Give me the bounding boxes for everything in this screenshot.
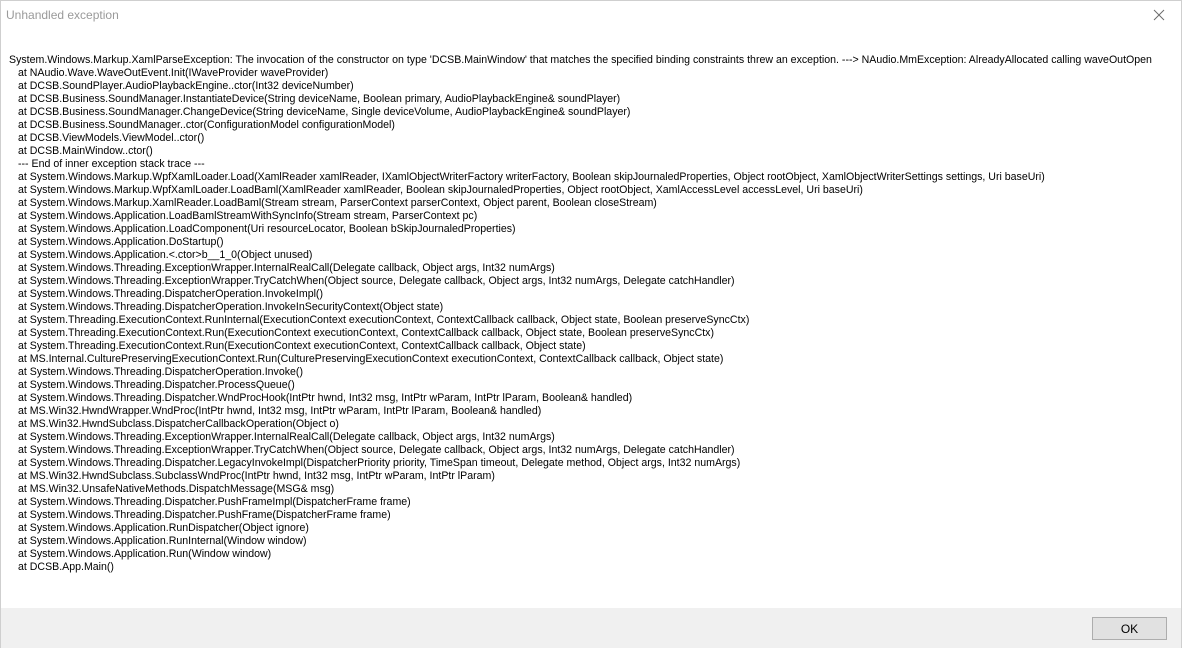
outer-stack-trace xyxy=(9,171,1169,574)
stack-frame-line: at DCSB.Business.SoundManager..ctor(ConfigurationModel configurationModel) xyxy=(18,119,395,131)
stack-frame-line: at MS.Win32.HwndSubclass.DispatcherCallbackOperation(Object o) xyxy=(18,418,339,430)
stack-frame-line: at DCSB.Business.SoundManager.ChangeDevice(String deviceName, Single deviceVolume, AudioPlaybackEngine& soundPlayer) xyxy=(18,106,631,118)
close-button[interactable] xyxy=(1137,1,1181,29)
stack-frame-line: at System.Windows.Application.Run(Window window) xyxy=(18,548,272,560)
exception-text-area xyxy=(9,54,1169,594)
inner-stack-trace xyxy=(9,67,1169,158)
stack-frame-line: at System.Windows.Threading.Dispatcher.PushFrameImpl(DispatcherFrame frame) xyxy=(18,496,411,508)
close-icon xyxy=(1153,9,1165,21)
window-title: Unhandled exception xyxy=(6,8,119,22)
stack-frame-line: at System.Threading.ExecutionContext.RunInternal(ExecutionContext executionContext, ContextCallback callback, Object state, Boolean preserveSyncCtx) xyxy=(18,314,750,326)
stack-frame-line: at DCSB.App.Main() xyxy=(18,561,114,573)
exception-message: System.Windows.Markup.XamlParseException: The invocation of the constructor on type 'DCSB.MainWindow' that matches the specified binding constraints threw an exception. ---> NAudio.MmException: AlreadyAllocated calling waveOutOpen xyxy=(9,54,1152,66)
stack-frame-line: at MS.Win32.UnsafeNativeMethods.DispatchMessage(MSG& msg) xyxy=(18,483,335,495)
stack-frame-line: at System.Windows.Application.LoadComponent(Uri resourceLocator, Boolean bSkipJournaledProperties) xyxy=(18,223,516,235)
ok-button[interactable]: OK xyxy=(1092,617,1167,640)
stack-frame-line: at MS.Internal.CulturePreservingExecutionContext.Run(CulturePreservingExecutionContext executionContext, ContextCallback callback, Object state) xyxy=(18,353,724,365)
dialog-footer xyxy=(1,608,1181,648)
stack-frame-line: at System.Windows.Application.RunInternal(Window window) xyxy=(18,535,307,547)
stack-frame-line: at System.Windows.Application.<.ctor>b__1_0(Object unused) xyxy=(18,249,313,261)
stack-frame-line: at System.Windows.Threading.DispatcherOperation.InvokeInSecurityContext(Object state) xyxy=(18,301,444,313)
stack-frame-line: at System.Threading.ExecutionContext.Run(ExecutionContext executionContext, ContextCallback callback, Object state, Boolean preserveSyncCtx) xyxy=(18,327,715,339)
stack-frame-line: at System.Windows.Threading.ExceptionWrapper.TryCatchWhen(Object source, Delegate callback, Object args, Int32 numArgs, Delegate catchHandler) xyxy=(18,444,735,456)
stack-frame-line: at System.Windows.Threading.ExceptionWrapper.InternalRealCall(Delegate callback, Object args, Int32 numArgs) xyxy=(18,262,555,274)
stack-frame-line: at System.Windows.Threading.ExceptionWrapper.TryCatchWhen(Object source, Delegate callback, Object args, Int32 numArgs, Delegate catchHandler) xyxy=(18,275,735,287)
stack-frame-line: at System.Windows.Threading.Dispatcher.PushFrame(DispatcherFrame frame) xyxy=(18,509,391,521)
stack-frame-line: at DCSB.SoundPlayer.AudioPlaybackEngine..ctor(Int32 deviceNumber) xyxy=(18,80,354,92)
stack-frame-line: at System.Windows.Threading.Dispatcher.WndProcHook(IntPtr hwnd, Int32 msg, IntPtr wParam, IntPtr lParam, Boolean& handled) xyxy=(18,392,633,404)
stack-frame-line: at NAudio.Wave.WaveOutEvent.Init(IWaveProvider waveProvider) xyxy=(18,67,329,79)
stack-frame-line: at MS.Win32.HwndSubclass.SubclassWndProc(IntPtr hwnd, Int32 msg, IntPtr wParam, IntPtr lParam) xyxy=(18,470,495,482)
stack-frame-line: at DCSB.Business.SoundManager.InstantiateDevice(String deviceName, Boolean primary, AudioPlaybackEngine& soundPlayer) xyxy=(18,93,621,105)
stack-frame-line: at System.Windows.Threading.Dispatcher.ProcessQueue() xyxy=(18,379,295,391)
inner-trace-separator: --- End of inner exception stack trace --- xyxy=(18,158,205,170)
stack-frame-line: at System.Windows.Markup.WpfXamlLoader.LoadBaml(XamlReader xamlReader, Boolean skipJournaledProperties, Object rootObject, XamlAccessLevel accessLevel, Uri baseUri) xyxy=(18,184,863,196)
stack-frame-line: at System.Windows.Threading.Dispatcher.LegacyInvokeImpl(DispatcherPriority priority, TimeSpan timeout, Delegate method, Object args, Int32 numArgs) xyxy=(18,457,741,469)
title-bar xyxy=(1,1,1181,29)
stack-frame-line: at MS.Win32.HwndWrapper.WndProc(IntPtr hwnd, Int32 msg, IntPtr wParam, IntPtr lParam, Boolean& handled) xyxy=(18,405,542,417)
stack-frame-line: at DCSB.ViewModels.ViewModel..ctor() xyxy=(18,132,205,144)
stack-frame-line: at System.Windows.Application.LoadBamlStreamWithSyncInfo(Stream stream, ParserContext pc) xyxy=(18,210,478,222)
stack-frame-line: at System.Threading.ExecutionContext.Run(ExecutionContext executionContext, ContextCallback callback, Object state) xyxy=(18,340,586,352)
stack-frame-line: at DCSB.MainWindow..ctor() xyxy=(18,145,153,157)
stack-frame-line: at System.Windows.Threading.ExceptionWrapper.InternalRealCall(Delegate callback, Object args, Int32 numArgs) xyxy=(18,431,555,443)
stack-frame-line: at System.Windows.Application.DoStartup() xyxy=(18,236,224,248)
stack-frame-line: at System.Windows.Threading.DispatcherOperation.Invoke() xyxy=(18,366,303,378)
stack-frame-line: at System.Windows.Markup.XamlReader.LoadBaml(Stream stream, ParserContext parserContext, Object parent, Boolean closeStream) xyxy=(18,197,657,209)
stack-frame-line: at System.Windows.Threading.DispatcherOperation.InvokeImpl() xyxy=(18,288,323,300)
stack-frame-line: at System.Windows.Application.RunDispatcher(Object ignore) xyxy=(18,522,309,534)
stack-frame-line: at System.Windows.Markup.WpfXamlLoader.Load(XamlReader xamlReader, IXamlObjectWriterFactory writerFactory, Boolean skipJournaledProperties, Object rootObject, XamlObjectWriterSettings settings, Uri baseUri) xyxy=(18,171,1045,183)
